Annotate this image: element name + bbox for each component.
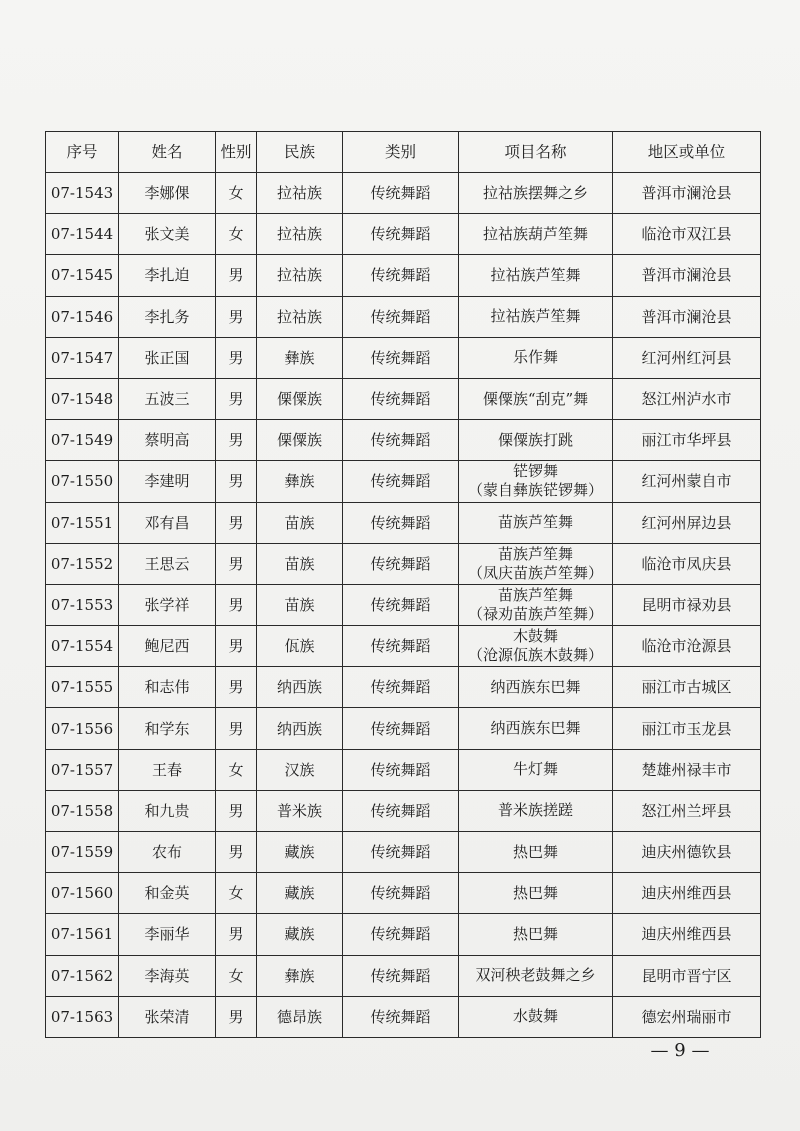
cell-region: 怒江州泸水市: [613, 378, 761, 419]
cell-project: [459, 584, 613, 625]
cell-ethnicity: 藏族: [257, 832, 343, 873]
cell-name: 张荣清: [119, 996, 216, 1037]
table-row: [46, 873, 761, 914]
cell-id: 07-1563: [46, 996, 119, 1037]
table-row: [46, 420, 761, 461]
project-line: 乐作舞: [512, 348, 558, 367]
table-row: [46, 584, 761, 625]
cell-region: 昆明市晋宁区: [613, 955, 761, 996]
cell-gender: 男: [216, 626, 257, 667]
project-line: 普米族搓蹉: [497, 801, 573, 820]
cell-category: 传统舞蹈: [343, 296, 459, 337]
project-line: 傈僳族“刮克”舞: [482, 389, 589, 408]
cell-gender: 男: [216, 790, 257, 831]
project-line: 水鼓舞: [512, 1007, 558, 1026]
cell-id: 07-1561: [46, 914, 119, 955]
cell-region: 普洱市澜沧县: [613, 173, 761, 214]
project-line: （禄劝苗族芦笙舞）: [467, 604, 603, 623]
project-line: 纳西族东巴舞: [490, 719, 581, 738]
project-line: 拉祜族摆舞之乡: [482, 183, 588, 202]
header-project: 项目名称: [459, 132, 613, 173]
cell-project: [459, 996, 613, 1037]
cell-region: 楚雄州禄丰市: [613, 749, 761, 790]
cell-region: 德宏州瑞丽市: [613, 996, 761, 1037]
cell-ethnicity: 苗族: [257, 502, 343, 543]
project-line: 苗族芦笙舞: [497, 513, 573, 532]
cell-category: 传统舞蹈: [343, 255, 459, 296]
cell-project: [459, 955, 613, 996]
cell-region: 怒江州兰坪县: [613, 790, 761, 831]
cell-name: 和学东: [119, 708, 216, 749]
project-line: 牛灯舞: [512, 760, 558, 779]
cell-category: 传统舞蹈: [343, 502, 459, 543]
cell-gender: 女: [216, 749, 257, 790]
cell-id: 07-1560: [46, 873, 119, 914]
cell-id: 07-1555: [46, 667, 119, 708]
table-row: [46, 914, 761, 955]
cell-name: 李丽华: [119, 914, 216, 955]
table-row: [46, 214, 761, 255]
cell-category: 传统舞蹈: [343, 543, 459, 584]
table-header-row: [46, 132, 761, 173]
header-category: 类别: [343, 132, 459, 173]
cell-gender: 女: [216, 955, 257, 996]
cell-name: 邓有昌: [119, 502, 216, 543]
project-line: 纳西族东巴舞: [490, 677, 581, 696]
project-line: 傈僳族打跳: [497, 430, 573, 449]
cell-region: 丽江市华坪县: [613, 420, 761, 461]
cell-name: 王思云: [119, 543, 216, 584]
project-line: 拉祜族芦笙舞: [490, 307, 581, 326]
project-line: （凤庆苗族芦笙舞）: [467, 563, 603, 582]
cell-region: 迪庆州维西县: [613, 873, 761, 914]
project-line: （沧源佤族木鼓舞）: [467, 646, 603, 665]
cell-project: [459, 420, 613, 461]
cell-ethnicity: 德昂族: [257, 996, 343, 1037]
cell-gender: 男: [216, 461, 257, 502]
table-row: [46, 461, 761, 502]
cell-id: 07-1546: [46, 296, 119, 337]
cell-project: [459, 296, 613, 337]
cell-category: 传统舞蹈: [343, 420, 459, 461]
inheritor-table: [45, 131, 761, 1038]
cell-name: 和九贵: [119, 790, 216, 831]
cell-project: [459, 790, 613, 831]
cell-gender: 男: [216, 337, 257, 378]
table-row: [46, 337, 761, 378]
cell-category: 传统舞蹈: [343, 584, 459, 625]
cell-name: 农布: [119, 832, 216, 873]
cell-project: [459, 378, 613, 419]
cell-category: 传统舞蹈: [343, 790, 459, 831]
header-region: 地区或单位: [613, 132, 761, 173]
cell-category: 传统舞蹈: [343, 378, 459, 419]
cell-region: 迪庆州维西县: [613, 914, 761, 955]
table-row: [46, 749, 761, 790]
cell-id: 07-1545: [46, 255, 119, 296]
cell-id: 07-1562: [46, 955, 119, 996]
cell-project: [459, 255, 613, 296]
cell-ethnicity: 纳西族: [257, 708, 343, 749]
cell-region: 昆明市禄劝县: [613, 584, 761, 625]
cell-name: 张学祥: [119, 584, 216, 625]
project-line: 双河秧老鼓舞之乡: [475, 966, 596, 985]
cell-gender: 男: [216, 502, 257, 543]
cell-project: [459, 543, 613, 584]
table-row: [46, 543, 761, 584]
cell-ethnicity: 苗族: [257, 543, 343, 584]
cell-ethnicity: 藏族: [257, 873, 343, 914]
cell-name: 张文美: [119, 214, 216, 255]
header-name: 姓名: [119, 132, 216, 173]
cell-category: 传统舞蹈: [343, 337, 459, 378]
cell-name: 鲍尼西: [119, 626, 216, 667]
cell-id: 07-1552: [46, 543, 119, 584]
cell-gender: 女: [216, 214, 257, 255]
project-line: 热巴舞: [512, 924, 558, 943]
cell-project: [459, 461, 613, 502]
cell-id: 07-1543: [46, 173, 119, 214]
cell-name: 李扎迫: [119, 255, 216, 296]
project-line: 拉祜族葫芦笙舞: [482, 224, 588, 243]
cell-category: 传统舞蹈: [343, 667, 459, 708]
cell-category: 传统舞蹈: [343, 749, 459, 790]
cell-id: 07-1558: [46, 790, 119, 831]
cell-ethnicity: 藏族: [257, 914, 343, 955]
cell-category: 传统舞蹈: [343, 996, 459, 1037]
cell-name: 李建明: [119, 461, 216, 502]
cell-ethnicity: 拉祜族: [257, 255, 343, 296]
cell-category: 传统舞蹈: [343, 626, 459, 667]
cell-id: 07-1548: [46, 378, 119, 419]
cell-region: 丽江市玉龙县: [613, 708, 761, 749]
cell-name: 和志伟: [119, 667, 216, 708]
table-row: [46, 255, 761, 296]
cell-id: 07-1551: [46, 502, 119, 543]
cell-id: 07-1559: [46, 832, 119, 873]
cell-region: 临沧市沧源县: [613, 626, 761, 667]
table-row: [46, 173, 761, 214]
cell-name: 五波三: [119, 378, 216, 419]
cell-gender: 男: [216, 667, 257, 708]
cell-category: 传统舞蹈: [343, 955, 459, 996]
table-row: [46, 626, 761, 667]
project-line: 铓锣舞: [512, 462, 558, 481]
project-line: 热巴舞: [512, 842, 558, 861]
table-row: [46, 667, 761, 708]
cell-id: 07-1550: [46, 461, 119, 502]
cell-gender: 男: [216, 832, 257, 873]
cell-ethnicity: 彝族: [257, 461, 343, 502]
cell-id: 07-1547: [46, 337, 119, 378]
cell-project: [459, 337, 613, 378]
cell-ethnicity: 普米族: [257, 790, 343, 831]
table-row: [46, 790, 761, 831]
table-row: [46, 832, 761, 873]
cell-gender: 男: [216, 914, 257, 955]
cell-gender: 男: [216, 378, 257, 419]
project-line: （蒙自彝族铓锣舞）: [467, 481, 603, 500]
header-ethnicity: 民族: [257, 132, 343, 173]
cell-category: 传统舞蹈: [343, 461, 459, 502]
cell-ethnicity: 傈僳族: [257, 420, 343, 461]
cell-region: 红河州蒙自市: [613, 461, 761, 502]
cell-id: 07-1557: [46, 749, 119, 790]
cell-name: 李海英: [119, 955, 216, 996]
cell-category: 传统舞蹈: [343, 708, 459, 749]
cell-name: 张正国: [119, 337, 216, 378]
cell-category: 传统舞蹈: [343, 914, 459, 955]
cell-region: 丽江市古城区: [613, 667, 761, 708]
table-body: [46, 173, 761, 1038]
cell-name: 李扎务: [119, 296, 216, 337]
cell-ethnicity: 汉族: [257, 749, 343, 790]
table-row: [46, 996, 761, 1037]
cell-ethnicity: 苗族: [257, 584, 343, 625]
page-number: — 9 —: [650, 1040, 710, 1061]
cell-gender: 男: [216, 996, 257, 1037]
cell-id: 07-1554: [46, 626, 119, 667]
cell-category: 传统舞蹈: [343, 173, 459, 214]
cell-name: 王春: [119, 749, 216, 790]
cell-ethnicity: 彝族: [257, 955, 343, 996]
header-id: 序号: [46, 132, 119, 173]
project-line: 木鼓舞: [512, 627, 558, 646]
cell-ethnicity: 拉祜族: [257, 214, 343, 255]
cell-id: 07-1553: [46, 584, 119, 625]
cell-name: 李娜倮: [119, 173, 216, 214]
table-row: [46, 502, 761, 543]
table-row: [46, 955, 761, 996]
cell-ethnicity: 拉祜族: [257, 173, 343, 214]
cell-project: [459, 626, 613, 667]
project-line: 拉祜族芦笙舞: [490, 265, 581, 284]
cell-ethnicity: 纳西族: [257, 667, 343, 708]
cell-id: 07-1549: [46, 420, 119, 461]
table-row: [46, 378, 761, 419]
cell-gender: 男: [216, 255, 257, 296]
table-row: [46, 708, 761, 749]
cell-gender: 男: [216, 584, 257, 625]
cell-id: 07-1544: [46, 214, 119, 255]
cell-region: 临沧市凤庆县: [613, 543, 761, 584]
cell-project: [459, 914, 613, 955]
cell-ethnicity: 傈僳族: [257, 378, 343, 419]
cell-id: 07-1556: [46, 708, 119, 749]
cell-gender: 男: [216, 708, 257, 749]
project-line: 热巴舞: [512, 883, 558, 902]
cell-region: 迪庆州德钦县: [613, 832, 761, 873]
cell-gender: 女: [216, 873, 257, 914]
cell-project: [459, 667, 613, 708]
cell-project: [459, 502, 613, 543]
cell-name: 和金英: [119, 873, 216, 914]
cell-ethnicity: 彝族: [257, 337, 343, 378]
project-line: 苗族芦笙舞: [497, 585, 573, 604]
cell-project: [459, 832, 613, 873]
cell-ethnicity: 佤族: [257, 626, 343, 667]
cell-category: 传统舞蹈: [343, 873, 459, 914]
cell-project: [459, 708, 613, 749]
cell-project: [459, 749, 613, 790]
cell-region: 临沧市双江县: [613, 214, 761, 255]
cell-project: [459, 173, 613, 214]
project-line: 苗族芦笙舞: [497, 544, 573, 563]
cell-category: 传统舞蹈: [343, 832, 459, 873]
cell-gender: 男: [216, 420, 257, 461]
cell-gender: 男: [216, 543, 257, 584]
cell-project: [459, 214, 613, 255]
cell-name: 蔡明高: [119, 420, 216, 461]
cell-gender: 女: [216, 173, 257, 214]
cell-ethnicity: 拉祜族: [257, 296, 343, 337]
table-row: [46, 296, 761, 337]
cell-region: 普洱市澜沧县: [613, 255, 761, 296]
header-gender: 性别: [216, 132, 257, 173]
cell-category: 传统舞蹈: [343, 214, 459, 255]
cell-region: 普洱市澜沧县: [613, 296, 761, 337]
cell-region: 红河州红河县: [613, 337, 761, 378]
cell-project: [459, 873, 613, 914]
cell-region: 红河州屏边县: [613, 502, 761, 543]
cell-gender: 男: [216, 296, 257, 337]
